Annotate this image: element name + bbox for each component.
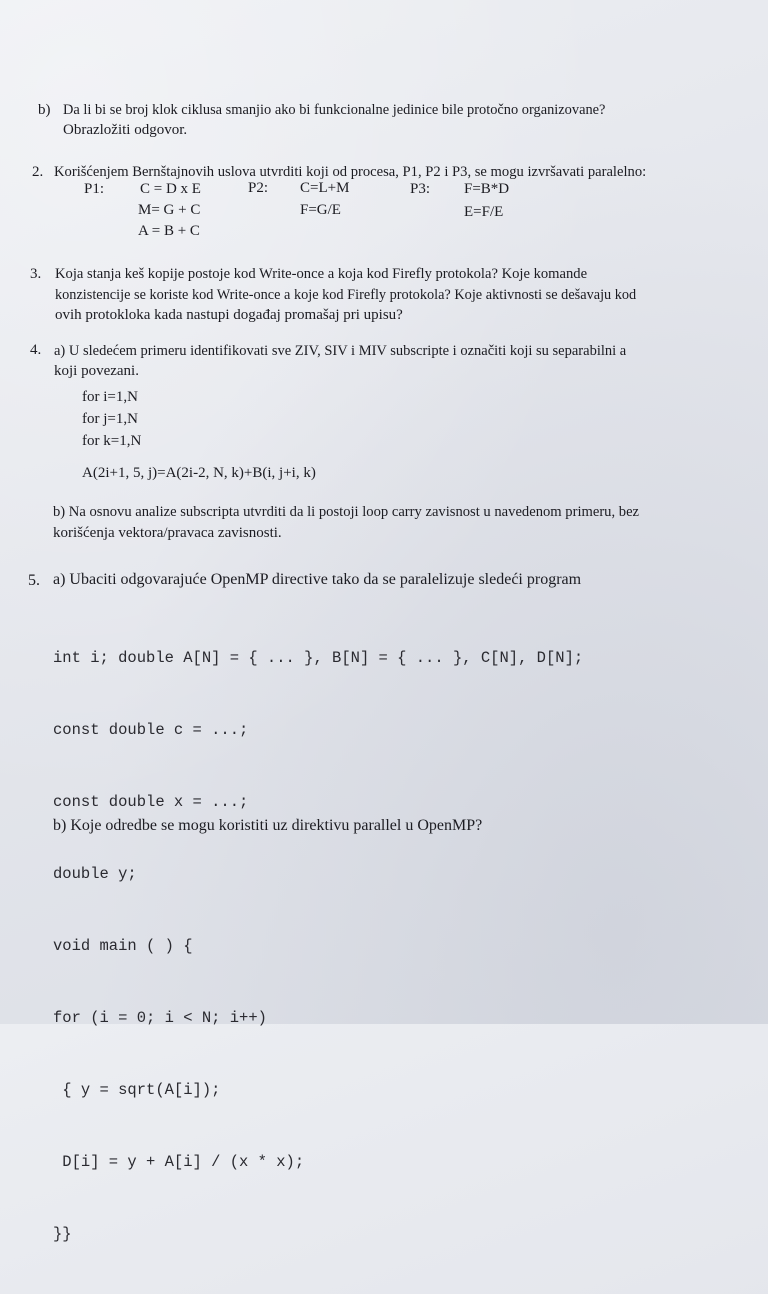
loop-statement: A(2i+1, 5, j)=A(2i-2, N, k)+B(i, j+i, k) [82, 465, 316, 481]
q5a-text: a) Ubaciti odgovarajuće OpenMP directive tako da se paralelizuje sledeći program [53, 571, 582, 588]
p3-label: P3: [410, 181, 431, 197]
p2-eq-1: C=L+M [300, 180, 350, 196]
p1-label: P1: [84, 181, 105, 197]
q5b-text: b) Koje odredbe se mogu koristiti uz direktivu parallel u OpenMP? [53, 817, 483, 834]
p1-eq-1: C = D x E [140, 181, 201, 197]
q4b-line1: b) Na osnovu analize subscripta utvrditi da li postoji loop carry zavisnost u navedenom primeru, bez [53, 504, 640, 520]
p1-eq-2: M= G + C [138, 202, 201, 218]
code-line-6: for (i = 0; i < N; i++) [53, 1009, 267, 1027]
p2-eq-2: F=G/E [300, 202, 341, 218]
q4-number: 4. [30, 342, 42, 358]
q5-number: 5. [28, 572, 40, 589]
code-line-8: D[i] = y + A[i] / (x * x); [53, 1153, 305, 1171]
q2-text: Korišćenjem Bernštajnovih uslova utvrditi koji od procesa, P1, P2 i P3, se mogu izvršavati paralelno: [54, 164, 647, 180]
code-block [53, 598, 583, 1294]
q1b-line1: Da li bi se broj klok ciklusa smanjio ako bi funkcionalne jedinice bile protočno organizovane? [63, 102, 606, 118]
code-line-9: }} [53, 1225, 72, 1243]
q1b-label: b) [38, 102, 51, 118]
code-line-3: const double x = ...; [53, 793, 249, 811]
p3-eq-1: F=B*D [464, 181, 510, 197]
q3-line1: Koja stanja keš kopije postoje kod Write-once a koja kod Firefly protokola? Koje komande [55, 266, 588, 282]
loop-i: for i=1,N [82, 389, 138, 405]
q3-number: 3. [30, 266, 42, 282]
code-line-7: { y = sqrt(A[i]); [53, 1081, 221, 1099]
code-line-1: int i; double A[N] = { ... }, B[N] = { ... }, C[N], D[N]; [53, 649, 584, 667]
loop-j: for j=1,N [82, 411, 138, 427]
code-line-5: void main ( ) { [53, 937, 193, 955]
q4a-line2: koji povezani. [54, 363, 139, 379]
loop-k: for k=1,N [82, 433, 142, 449]
p3-eq-2: E=F/E [464, 204, 504, 220]
p1-eq-3: A = B + C [138, 223, 200, 239]
q3-line3: ovih protokloka kada nastupi događaj promašaj pri upisu? [55, 307, 403, 323]
p2-label: P2: [248, 180, 269, 196]
code-line-4: double y; [53, 865, 137, 883]
q3-line2: konzistencije se koriste kod Write-once a koje kod Firefly protokola? Koje aktivnosti se dešavaju kod [55, 287, 637, 303]
q4b-line2: korišćenja vektora/pravaca zavisnosti. [53, 525, 282, 541]
q2-number: 2. [32, 164, 44, 180]
q4a-line1: a) U sledećem primeru identifikovati sve ZIV, SIV i MIV subscripte i označiti koji su separabilni a [54, 343, 627, 359]
code-line-2: const double c = ...; [53, 721, 249, 739]
q1b-line2: Obrazložiti odgovor. [63, 122, 188, 138]
